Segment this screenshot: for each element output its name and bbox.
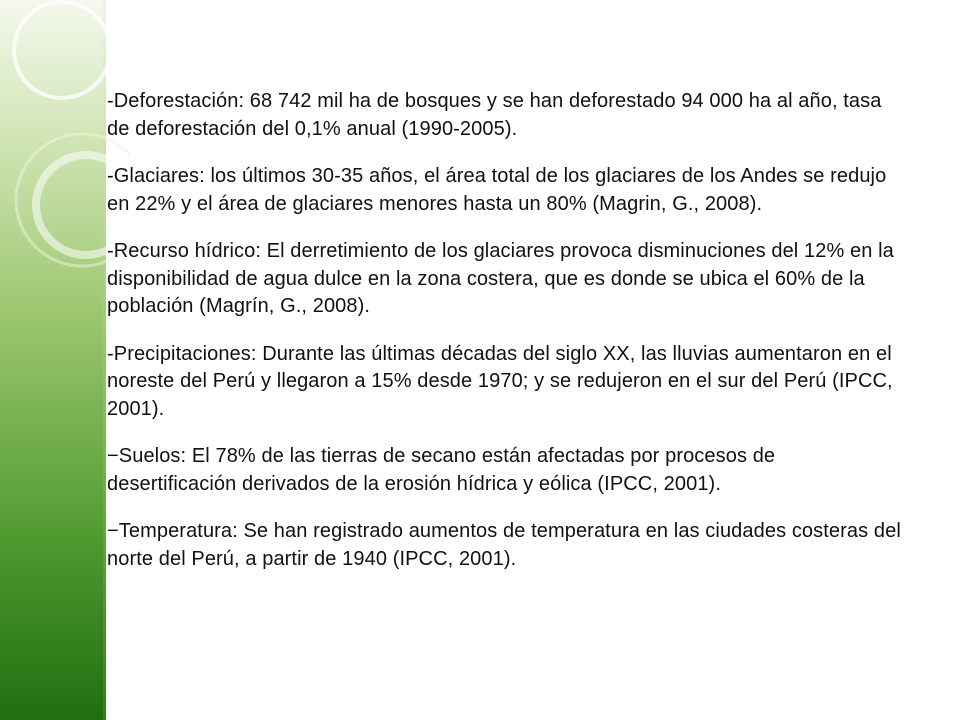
paragraph-suelos: −Suelos: El 78% de las tierras de secano están afectadas por procesos de desertificación derivados de la erosión hídrica y eólica (IPCC, 2001).: [107, 445, 776, 495]
paragraph-temperatura: −Temperatura: Se han registrado aumentos de temperatura en las ciudades costeras del norte del Perú, a partir de 1940 (IPCC, 2001).: [107, 520, 901, 570]
side-band-edge: [103, 0, 106, 720]
paragraph-precipitaciones: -Precipitaciones: Durante las últimas décadas del siglo XX, las lluvias aumentaron en el noreste del Perú y llegaron a 15% desde 1970; y se redujeron en el sur del Perú (IPCC, 2001).: [107, 342, 893, 420]
slide-content: [107, 88, 907, 593]
side-decorative-band: [0, 0, 106, 720]
paragraph-glaciares: -Glaciares: los últimos 30-35 años, el área total de los glaciares de los Andes se redujo en 22% y el área de glaciares menores hasta un 80% (Magrin, G., 2008).: [107, 165, 887, 215]
paragraph-deforestacion: -Deforestación: 68 742 mil ha de bosques y se han deforestado 94 000 ha al año, tasa de deforestación del 0,1% anual (1990-2005).: [107, 90, 882, 140]
paragraph-recurso-hidrico: -Recurso hídrico: El derretimiento de los glaciares provoca disminuciones del 12% en la disponibilidad de agua dulce en la zona costera, que es donde se ubica el 60% de la población (Magrín, G., 2008).: [107, 240, 894, 317]
